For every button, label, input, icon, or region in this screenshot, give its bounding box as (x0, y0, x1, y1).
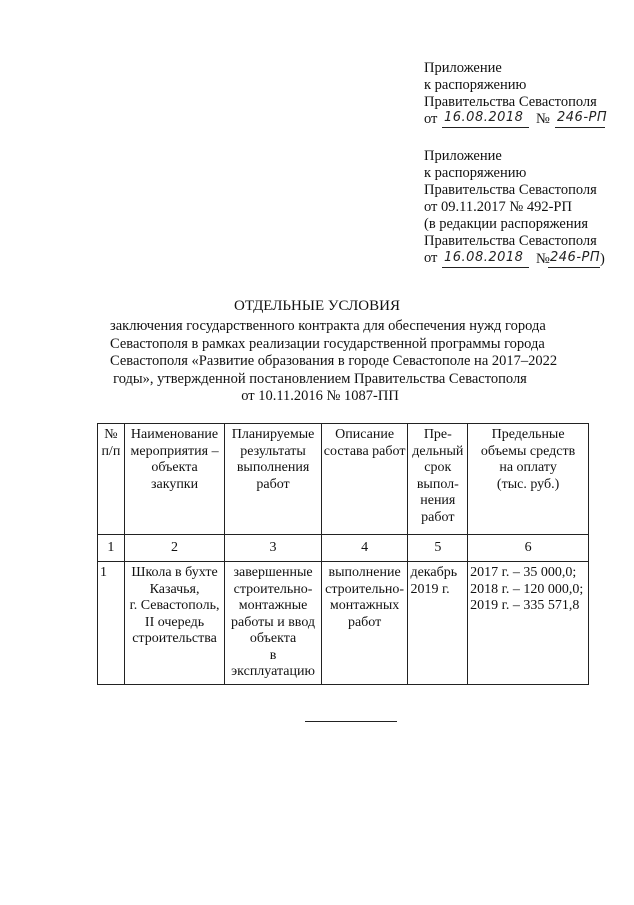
subtitle-line: Севастополя в рамках реализации государственной программы города (110, 335, 545, 352)
handwritten-date: 16.08.2018 (444, 250, 524, 265)
appendix-line: к распоряжению (424, 165, 527, 181)
header-cell: Предельные объемы средств на оплату (тыс. руб.) (468, 424, 589, 535)
header-cell: № п/п (98, 424, 125, 535)
end-rule (305, 721, 397, 722)
object-cell: Школа в бухте Казачья, г. Севастополь, II очередь строительства (124, 562, 225, 685)
header-cell: Описание состава работ (321, 424, 408, 535)
column-number: 1 (98, 535, 125, 562)
column-number: 4 (321, 535, 408, 562)
subtitle-line: Севастополя «Развитие образования в городе Севастополе на 2017–2022 (110, 353, 558, 369)
date-underline (442, 267, 529, 268)
document-subtitle (110, 318, 558, 406)
appendix-line: Приложение (424, 60, 502, 76)
column-number: 2 (124, 535, 225, 562)
column-number: 6 (468, 535, 589, 562)
appendix-line: Правительства Севастополя (424, 94, 597, 110)
subtitle-line: годы», утвержденной постановлением Правительства Севастополя (113, 370, 527, 387)
appendix-line: от 09.11.2017 № 492-РП (424, 199, 572, 215)
number-underline (555, 127, 605, 128)
funding-cell: 2017 г. – 35 000,0; 2018 г. – 120 000,0; 2019 г. – 335 571,8 (468, 562, 589, 685)
appendix-line: Правительства Севастополя (424, 182, 597, 198)
results-cell: завершенные строительно- монтажные работы и ввод объекта в эксплуатацию (225, 562, 321, 685)
date-underline (442, 127, 529, 128)
ot-label: от (424, 250, 438, 266)
appendix-line: (в редакции распоряжения (424, 216, 589, 232)
header-cell: Пре- дельный срок выпол- нения работ (408, 424, 468, 535)
table-row (98, 562, 589, 685)
conditions-table (97, 423, 589, 685)
appendix-line: Приложение (424, 148, 502, 164)
header-cell: Планируемые результаты выполнения работ (225, 424, 321, 535)
handwritten-date: 16.08.2018 (444, 110, 524, 125)
column-number: 3 (225, 535, 321, 562)
appendix-line: к распоряжению (424, 77, 527, 93)
header-cell: Наименование мероприятия – объекта закупки (124, 424, 225, 535)
subtitle-line: от 10.11.2016 № 1087-ПП (241, 388, 399, 404)
appendix-line: Правительства Севастополя (424, 233, 597, 249)
table-header-row (98, 424, 589, 535)
document-title: ОТДЕЛЬНЫЕ УСЛОВИЯ (234, 298, 400, 314)
number-label: № (536, 111, 550, 127)
number-underline (548, 267, 600, 268)
handwritten-number: 246-РП (550, 250, 601, 265)
deadline-cell: декабрь 2019 г. (408, 562, 468, 685)
works-cell: выполнение строительно- монтажных работ (321, 562, 408, 685)
number-label: № (536, 251, 550, 267)
subtitle-line: заключения государственного контракта для обеспечения нужд города (110, 318, 546, 334)
close-paren: ) (600, 251, 605, 267)
row-number-cell: 1 (98, 562, 125, 685)
column-number: 5 (408, 535, 468, 562)
handwritten-number: 246-РП (557, 110, 608, 125)
ot-label: от (424, 111, 438, 127)
column-number-row (98, 535, 589, 562)
